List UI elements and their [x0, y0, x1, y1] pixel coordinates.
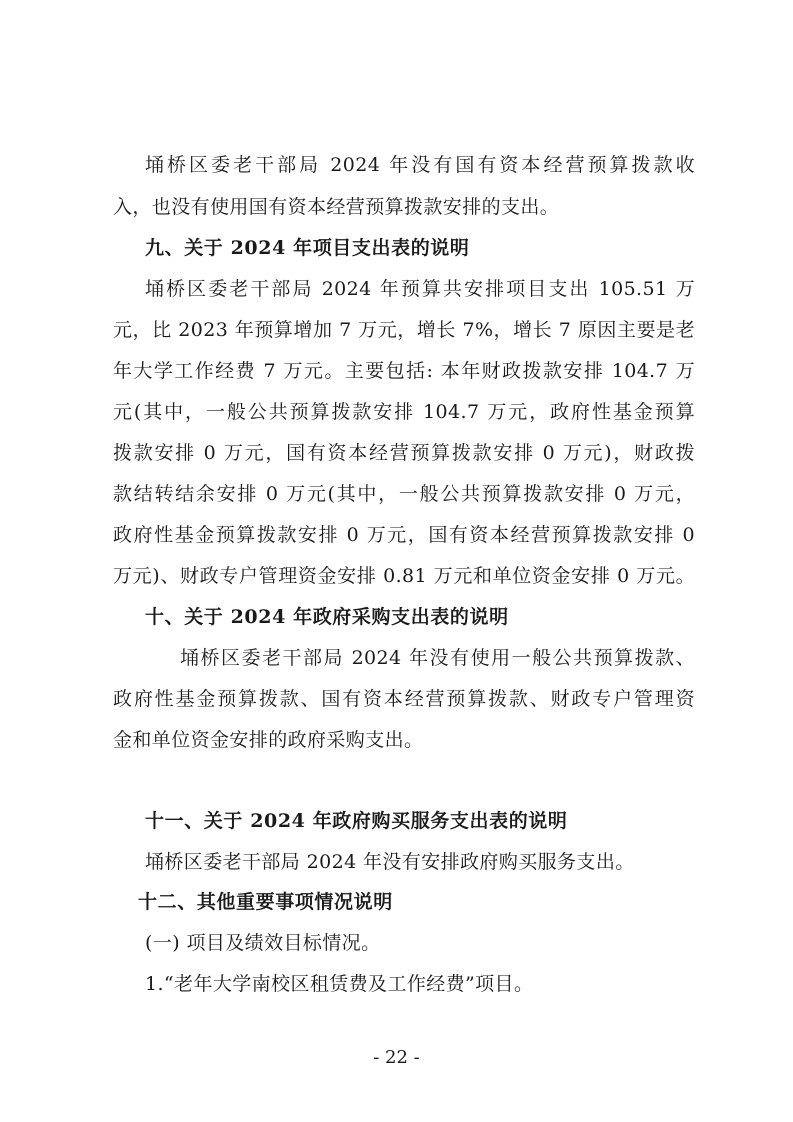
paragraph-line: 埇桥区委老干部局 2024 年预算共安排项目支出 105.51 万 — [145, 278, 695, 300]
paragraph-line: (一) 项目及绩效目标情况。 — [145, 932, 381, 954]
paragraph-line: 埇桥区委老干部局 2024 年没有国有资本经营预算拨款收 — [145, 154, 695, 176]
paragraph-line: 年大学工作经费 7 万元。主要包括: 本年财政拨款安排 104.7 万 — [113, 360, 695, 382]
section-heading-10: 十、关于 2024 年政府采购支出表的说明 — [145, 606, 509, 628]
paragraph-line: 金和单位资金安排的政府采购支出。 — [113, 729, 424, 751]
page-number: - 22 - — [373, 1047, 420, 1068]
paragraph-line: 元，比 2023 年预算增加 7 万元，增长 7%，增长 7 原因主要是老 — [113, 319, 695, 341]
paragraph-line: 入，也没有使用国有资本经营预算拨款安排的支出。 — [113, 196, 560, 218]
paragraph-line: 政府性基金预算拨款、国有资本经营预算拨款、财政专户管理资 — [113, 688, 695, 710]
paragraph-line: 埇桥区委老干部局 2024 年没有使用一般公共预算拨款、 — [180, 647, 695, 669]
paragraph-line: 政府性基金预算拨款安排 0 万元，国有资本经营预算拨款安排 0 — [113, 524, 695, 546]
paragraph-line: 埇桥区委老干部局 2024 年没有安排政府购买服务支出。 — [145, 851, 635, 873]
paragraph-line: 元(其中，一般公共预算拨款安排 104.7 万元，政府性基金预算 — [113, 401, 695, 423]
section-heading-12: 十二、其他重要事项情况说明 — [138, 891, 393, 913]
paragraph-line: 拨款安排 0 万元，国有资本经营预算拨款安排 0 万元)，财政拨 — [113, 442, 695, 464]
section-heading-11: 十一、关于 2024 年政府购买服务支出表的说明 — [145, 810, 568, 832]
paragraph-line: 款结转结余安排 0 万元(其中，一般公共预算拨款安排 0 万元， — [113, 483, 695, 505]
paragraph-line: 万元)、财政专户管理资金安排 0.81 万元和单位资金安排 0 万元。 — [113, 565, 695, 587]
section-heading-9: 九、关于 2024 年项目支出表的说明 — [145, 237, 470, 259]
paragraph-line: 1.“老年大学南校区租赁费及工作经费”项目。 — [145, 973, 534, 995]
